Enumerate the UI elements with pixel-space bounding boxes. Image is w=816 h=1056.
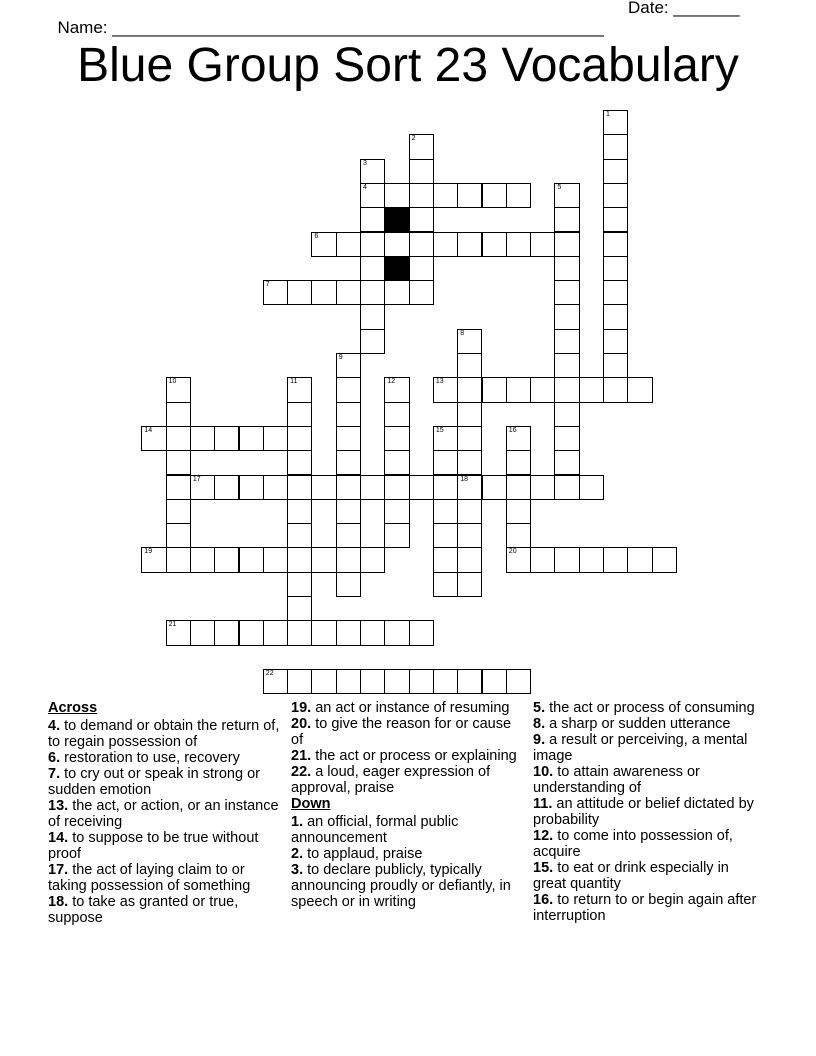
grid-cell[interactable]: [603, 256, 628, 281]
grid-cell[interactable]: [457, 402, 482, 427]
clue-number: 11: [290, 378, 298, 386]
grid-cell[interactable]: [360, 547, 385, 572]
grid-cell[interactable]: [384, 183, 409, 208]
grid-cell[interactable]: [166, 377, 191, 402]
clue-down-1: 1. an official, formal public announcement: [291, 814, 459, 846]
grid-cell[interactable]: [482, 232, 507, 257]
clue-number: 17: [192, 475, 201, 483]
grid-cell[interactable]: [336, 402, 361, 427]
grid-cell[interactable]: [554, 353, 579, 378]
grid-cell[interactable]: [554, 207, 579, 232]
grid-cell[interactable]: [457, 183, 482, 208]
grid-cell[interactable]: [360, 183, 385, 208]
grid-cell[interactable]: [190, 547, 215, 572]
clue-number: 15: [435, 426, 444, 434]
grid-cell[interactable]: [554, 450, 579, 475]
grid-cell[interactable]: [603, 280, 628, 305]
clue-across-21: 21. the act or process or explaining: [291, 748, 517, 764]
grid-cell[interactable]: [457, 572, 482, 597]
clue-down-3: 3. to declare publicly, typically announcing proudly or defiantly, in speech or in writing: [291, 862, 511, 910]
clues-column-2: [291, 700, 527, 910]
grid-cell[interactable]: [263, 669, 288, 694]
grid-cell[interactable]: [554, 377, 579, 402]
grid-cell[interactable]: [482, 377, 507, 402]
grid-cell[interactable]: [579, 547, 604, 572]
grid-cell[interactable]: [336, 377, 361, 402]
grid-cell[interactable]: [263, 547, 288, 572]
grid-cell[interactable]: [554, 280, 579, 305]
clue-number: 1: [606, 111, 610, 118]
grid-cell[interactable]: [409, 183, 434, 208]
grid-cell[interactable]: [360, 669, 385, 694]
grid-cell[interactable]: [457, 426, 482, 451]
grid-cell[interactable]: [166, 523, 191, 548]
grid-cell[interactable]: [433, 426, 458, 451]
grid-cell[interactable]: [190, 426, 215, 451]
grid-cell[interactable]: [530, 232, 555, 257]
clue-number: 21: [168, 621, 177, 629]
grid-cell[interactable]: [384, 475, 409, 500]
grid-cell[interactable]: [603, 353, 628, 378]
clue-down-2: 2. to applaud, praise: [291, 846, 423, 862]
grid-cell[interactable]: [627, 377, 652, 402]
down-heading: Down: [291, 796, 331, 812]
grid-cell[interactable]: [433, 232, 458, 257]
grid-cell[interactable]: [336, 450, 361, 475]
grid-cell[interactable]: [506, 669, 531, 694]
grid-cell[interactable]: [603, 304, 628, 329]
grid-cell[interactable]: [457, 499, 482, 524]
grid-cell[interactable]: [579, 377, 604, 402]
grid-cell[interactable]: [409, 256, 434, 281]
grid-cell[interactable]: [554, 402, 579, 427]
grid-cell[interactable]: [457, 669, 482, 694]
grid-cell[interactable]: [384, 669, 409, 694]
clue-number: 18: [460, 475, 468, 483]
grid-cell[interactable]: [360, 280, 385, 305]
clue-number: 6: [314, 232, 319, 240]
grid-cell[interactable]: [433, 572, 458, 597]
grid-cell[interactable]: [166, 426, 191, 451]
clue-number: 13: [435, 378, 444, 386]
grid-cell[interactable]: [530, 547, 555, 572]
clue-number: 12: [387, 378, 396, 386]
clue-across-17: 17. the act of laying claim to or taking possession of something: [48, 862, 251, 894]
grid-cell[interactable]: [287, 475, 312, 500]
grid-cell[interactable]: [360, 304, 385, 329]
grid-cell[interactable]: [287, 426, 312, 451]
grid-cell[interactable]: [530, 475, 555, 500]
grid-cell[interactable]: [166, 620, 191, 645]
clue-number: 19: [144, 548, 153, 556]
grid-cell[interactable]: [554, 232, 579, 257]
grid-cell[interactable]: [214, 620, 239, 645]
grid-cell[interactable]: [506, 183, 531, 208]
grid-cell[interactable]: [336, 232, 361, 257]
grid-cell[interactable]: [263, 475, 288, 500]
grid-cell[interactable]: [360, 256, 385, 281]
clue-number: 22: [265, 669, 274, 677]
grid-cell[interactable]: [554, 183, 579, 208]
grid-cell[interactable]: [409, 669, 434, 694]
grid-cell[interactable]: [457, 329, 482, 354]
grid-cell[interactable]: [457, 232, 482, 257]
grid-cell[interactable]: [287, 620, 312, 645]
grid-cell[interactable]: [433, 499, 458, 524]
clue-across-20: 20. to give the reason for or cause of: [291, 716, 512, 748]
clue-across-13: 13. the act, or action, or an instance of receiving: [48, 798, 279, 830]
grid-cell[interactable]: [166, 547, 191, 572]
grid-cell-blocked: [384, 256, 409, 281]
clue-across-18: 18. to take as granted or true, suppose: [48, 894, 239, 926]
grid-cell[interactable]: [384, 280, 409, 305]
grid-cell-blocked: [384, 207, 409, 232]
grid-cell[interactable]: [506, 450, 531, 475]
grid-cell[interactable]: [457, 353, 482, 378]
grid-cell[interactable]: [603, 183, 628, 208]
grid-cell[interactable]: [166, 499, 191, 524]
clue-down-12: 12. to come into possession of, acquire: [533, 828, 733, 860]
grid-cell[interactable]: [554, 329, 579, 354]
grid-cell[interactable]: [409, 207, 434, 232]
grid-cell[interactable]: [336, 572, 361, 597]
clues-column-1: [48, 700, 284, 926]
grid-cell[interactable]: [482, 183, 507, 208]
grid-cell[interactable]: [336, 280, 361, 305]
grid-cell[interactable]: [627, 547, 652, 572]
grid-cell[interactable]: [311, 475, 336, 500]
clue-down-9: 9. a result or perceiving, a mental image: [533, 732, 748, 764]
clue-down-11: 11. an attitude or belief dictated by probability: [533, 796, 754, 828]
grid-cell[interactable]: [336, 475, 361, 500]
grid-cell[interactable]: [214, 426, 239, 451]
grid-cell[interactable]: [409, 280, 434, 305]
grid-cell[interactable]: [433, 475, 458, 500]
grid-cell[interactable]: [409, 134, 434, 159]
grid-cell[interactable]: [239, 547, 264, 572]
grid-cell[interactable]: [141, 426, 166, 451]
grid-cell[interactable]: [263, 620, 288, 645]
grid-cell[interactable]: [433, 183, 458, 208]
grid-cell[interactable]: [603, 547, 628, 572]
grid-cell[interactable]: [457, 450, 482, 475]
clue-number: 3: [363, 159, 367, 167]
grid-cell[interactable]: [166, 450, 191, 475]
grid-cell[interactable]: [603, 207, 628, 232]
grid-cell[interactable]: [506, 232, 531, 257]
grid-cell[interactable]: [287, 596, 312, 621]
grid-cell[interactable]: [239, 426, 264, 451]
grid-cell[interactable]: [384, 426, 409, 451]
page-title: Blue Group Sort 23 Vocabulary: [77, 39, 739, 92]
grid-cell[interactable]: [457, 523, 482, 548]
clue-number: 10: [168, 378, 177, 386]
grid-cell[interactable]: [603, 134, 628, 159]
grid-cell[interactable]: [554, 475, 579, 500]
grid-cell[interactable]: [457, 377, 482, 402]
grid-cell[interactable]: [190, 475, 215, 500]
clue-number: 14: [144, 426, 153, 434]
grid-cell[interactable]: [554, 304, 579, 329]
grid-cell[interactable]: [603, 159, 628, 184]
grid-cell[interactable]: [190, 620, 215, 645]
grid-cell[interactable]: [554, 547, 579, 572]
grid-cell[interactable]: [603, 232, 628, 257]
across-heading: Across: [48, 700, 98, 716]
grid-cell[interactable]: [287, 572, 312, 597]
grid-cell[interactable]: [336, 669, 361, 694]
grid-cell[interactable]: [166, 402, 191, 427]
clue-down-15: 15. to eat or drink especially in great quantity: [533, 860, 729, 892]
grid-cell[interactable]: [409, 620, 434, 645]
grid-cell[interactable]: [384, 523, 409, 548]
grid-cell[interactable]: [360, 159, 385, 184]
grid-cell[interactable]: [311, 669, 336, 694]
grid-cell[interactable]: [384, 450, 409, 475]
grid-cell[interactable]: [506, 426, 531, 451]
clue-number: 16: [508, 426, 517, 434]
grid-cell[interactable]: [433, 547, 458, 572]
clue-number: 7: [265, 281, 270, 289]
grid-cell[interactable]: [287, 499, 312, 524]
grid-cell[interactable]: [506, 475, 531, 500]
clue-across-19: 19. an act or instance of resuming: [291, 700, 510, 716]
grid-cell[interactable]: [263, 426, 288, 451]
grid-cell[interactable]: [214, 475, 239, 500]
grid-cell[interactable]: [336, 353, 361, 378]
grid-cell[interactable]: [239, 475, 264, 500]
grid-cell[interactable]: [506, 377, 531, 402]
clue-across-6: 6. restoration to use, recovery: [48, 750, 240, 766]
clue-down-5: 5. the act or process of consuming: [533, 700, 755, 716]
grid-cell[interactable]: [239, 620, 264, 645]
clue-number: 4: [363, 183, 367, 191]
clue-number: 20: [508, 548, 517, 556]
clues-column-3: [533, 700, 763, 924]
grid-cell[interactable]: [360, 329, 385, 354]
grid-cell[interactable]: [433, 450, 458, 475]
grid-cell[interactable]: [214, 547, 239, 572]
grid-cell[interactable]: [336, 620, 361, 645]
grid-cell[interactable]: [360, 232, 385, 257]
grid-cell[interactable]: [409, 232, 434, 257]
name-field[interactable]: Name: ____________________________________________________: [57, 18, 604, 37]
grid-cell[interactable]: [384, 377, 409, 402]
grid-cell[interactable]: [482, 475, 507, 500]
grid-cell[interactable]: [360, 475, 385, 500]
clue-across-4: 4. to demand or obtain the return of, to regain possession of: [48, 718, 280, 750]
clue-across-7: 7. to cry out or speak in strong or sudden emotion: [48, 766, 260, 798]
grid-cell[interactable]: [554, 426, 579, 451]
grid-cell[interactable]: [433, 523, 458, 548]
grid-cell[interactable]: [652, 547, 677, 572]
grid-cell[interactable]: [336, 547, 361, 572]
grid-cell[interactable]: [287, 280, 312, 305]
grid-cell[interactable]: [384, 499, 409, 524]
grid-cell[interactable]: [360, 207, 385, 232]
clue-across-14: 14. to suppose to be true without proof: [48, 830, 259, 862]
grid-cell[interactable]: [409, 159, 434, 184]
grid-cell[interactable]: [603, 110, 628, 135]
grid-cell[interactable]: [482, 669, 507, 694]
grid-cell[interactable]: [530, 377, 555, 402]
clue-number: 9: [338, 354, 343, 361]
grid-cell[interactable]: [287, 450, 312, 475]
grid-cell[interactable]: [311, 547, 336, 572]
clue-down-10: 10. to attain awareness or understanding of: [533, 764, 700, 796]
clue-number: 5: [557, 183, 562, 191]
grid-cell[interactable]: [579, 475, 604, 500]
grid-cell[interactable]: [603, 377, 628, 402]
clue-number: 8: [460, 329, 465, 337]
grid-cell[interactable]: [409, 475, 434, 500]
grid-cell[interactable]: [336, 499, 361, 524]
grid-cell[interactable]: [506, 499, 531, 524]
grid-cell[interactable]: [603, 329, 628, 354]
grid-cell[interactable]: [336, 523, 361, 548]
grid-cell[interactable]: [287, 547, 312, 572]
grid-cell[interactable]: [384, 232, 409, 257]
grid-cell[interactable]: [506, 523, 531, 548]
grid-cell[interactable]: [360, 620, 385, 645]
grid-cell[interactable]: [311, 232, 336, 257]
grid-cell[interactable]: [554, 256, 579, 281]
grid-cell[interactable]: [311, 620, 336, 645]
grid-cell[interactable]: [506, 547, 531, 572]
grid-cell[interactable]: [287, 377, 312, 402]
grid-cell[interactable]: [287, 669, 312, 694]
grid-cell[interactable]: [384, 620, 409, 645]
grid-cell[interactable]: [141, 547, 166, 572]
grid-cell[interactable]: [311, 280, 336, 305]
grid-cell[interactable]: [457, 547, 482, 572]
clue-number: 2: [411, 135, 416, 143]
clue-across-22: 22. a loud, eager expression of approval, praise: [291, 764, 491, 796]
clue-down-16: 16. to return to or begin again after interruption: [533, 892, 757, 924]
grid-cell[interactable]: [263, 280, 288, 305]
grid-cell[interactable]: [336, 426, 361, 451]
grid-cell[interactable]: [433, 377, 458, 402]
grid-cell[interactable]: [287, 523, 312, 548]
clue-down-8: 8. a sharp or sudden utterance: [533, 716, 731, 732]
date-field[interactable]: Date: _______: [628, 0, 740, 17]
grid-cell[interactable]: [166, 475, 191, 500]
grid-cell[interactable]: [287, 402, 312, 427]
grid-cell[interactable]: [384, 402, 409, 427]
grid-cell[interactable]: [457, 475, 482, 500]
grid-cell[interactable]: [433, 669, 458, 694]
